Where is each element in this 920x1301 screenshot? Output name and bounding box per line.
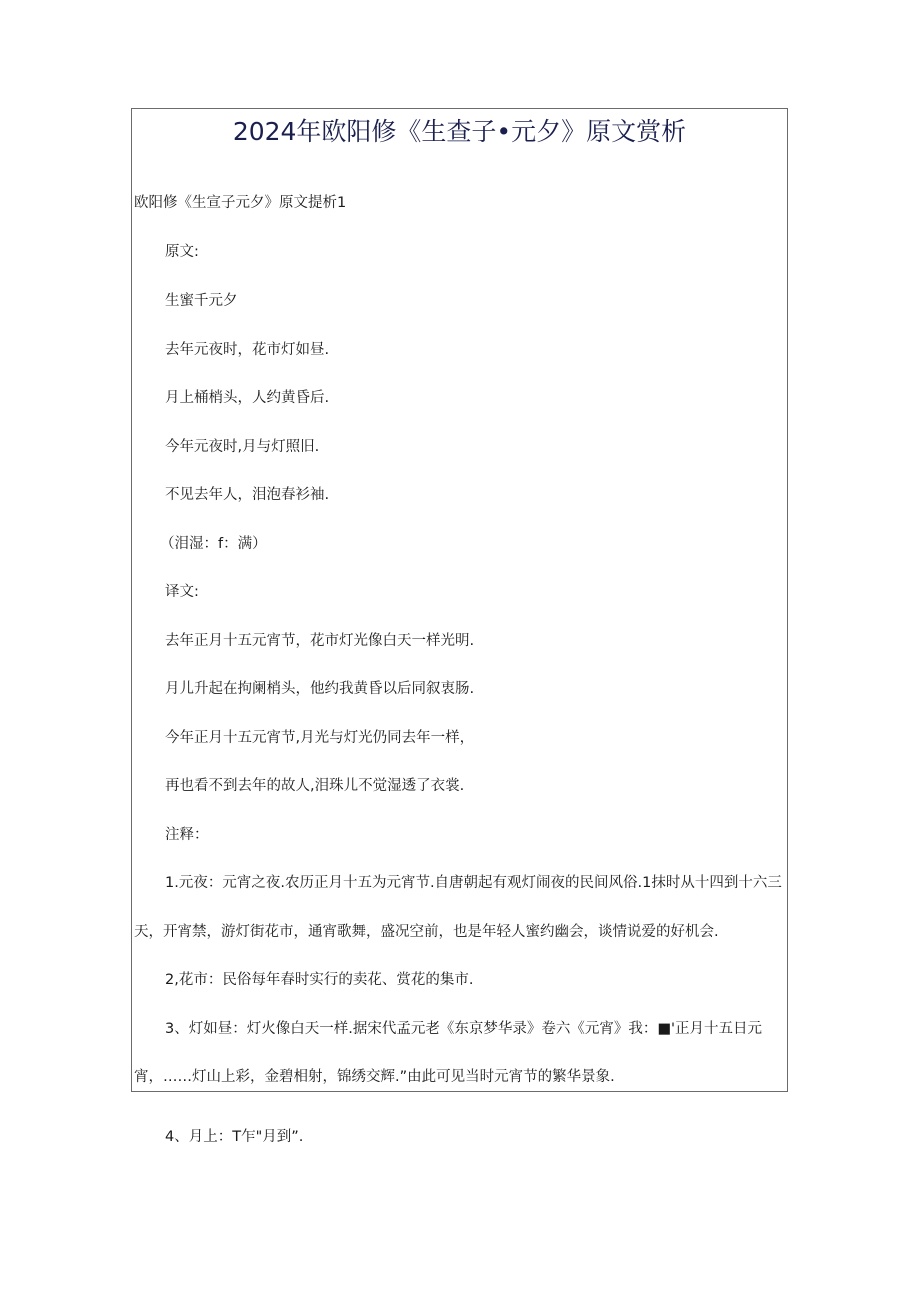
translation-line-4: 再也看不到去年的故人,泪珠儿不觉湿透了衣裳. (165, 778, 465, 794)
translation-line-3: 今年正月十五元宵节,月光与灯光仍同去年一样， (165, 730, 475, 746)
annotation-2: 2,花市：民俗每年春时实行的卖花、赏花的集市. (165, 972, 474, 988)
original-label: 原文: (165, 244, 199, 260)
document-title: 2024年欧阳修《生查子•元夕》原文赏析 (232, 117, 687, 146)
translation-line-2: 月儿升起在拘阑梢头，他约我黄昏以后同叙衷肠. (165, 681, 475, 697)
table-border (131, 108, 788, 1092)
annotation-1-line-1: 1.元夜：元宵之夜.农历正月十五为元宵节.自唐朝起有观灯闹夜的民间风俗.1抹时从十四到十六三 (165, 875, 782, 891)
annotation-label: 注释： (165, 827, 209, 843)
section-heading: 欧阳修《生宣子元夕》原文提析1 (134, 195, 347, 211)
poem-note: （泪湿：f：满） (160, 536, 267, 552)
translation-label: 译文: (165, 584, 199, 600)
poem-line-2: 月上桶梢头，人约黄昏后. (165, 390, 330, 406)
translation-line-1: 去年正月十五元宵节，花市灯光像白天一样光明. (165, 633, 475, 649)
annotation-3-line-2: 宵，……灯山上彩，金碧相射，锦绣交辉.”由此可见当时元宵节的繁华景象. (134, 1069, 615, 1085)
poem-line-1: 去年元夜时，花市灯如昼. (165, 342, 330, 358)
poem-title: 生蜜千元夕 (165, 293, 238, 309)
poem-line-3: 今年元夜时,月与灯照旧. (165, 439, 320, 455)
annotation-4: 4、月上：T乍"月到”. (165, 1129, 304, 1145)
annotation-3-line-1: 3、灯如昼：灯火像白天一样.据宋代孟元老《东京梦华录》卷六《元宵》我：■'正月十五日元 (165, 1021, 763, 1037)
poem-line-4: 不见去年人，泪泡春衫袖. (165, 487, 330, 503)
annotation-1-line-2: 天，开宵禁，游灯街花市，通宵歌舞，盛况空前，也是年轻人蜜约幽会，谈情说爱的好机会. (134, 924, 719, 940)
